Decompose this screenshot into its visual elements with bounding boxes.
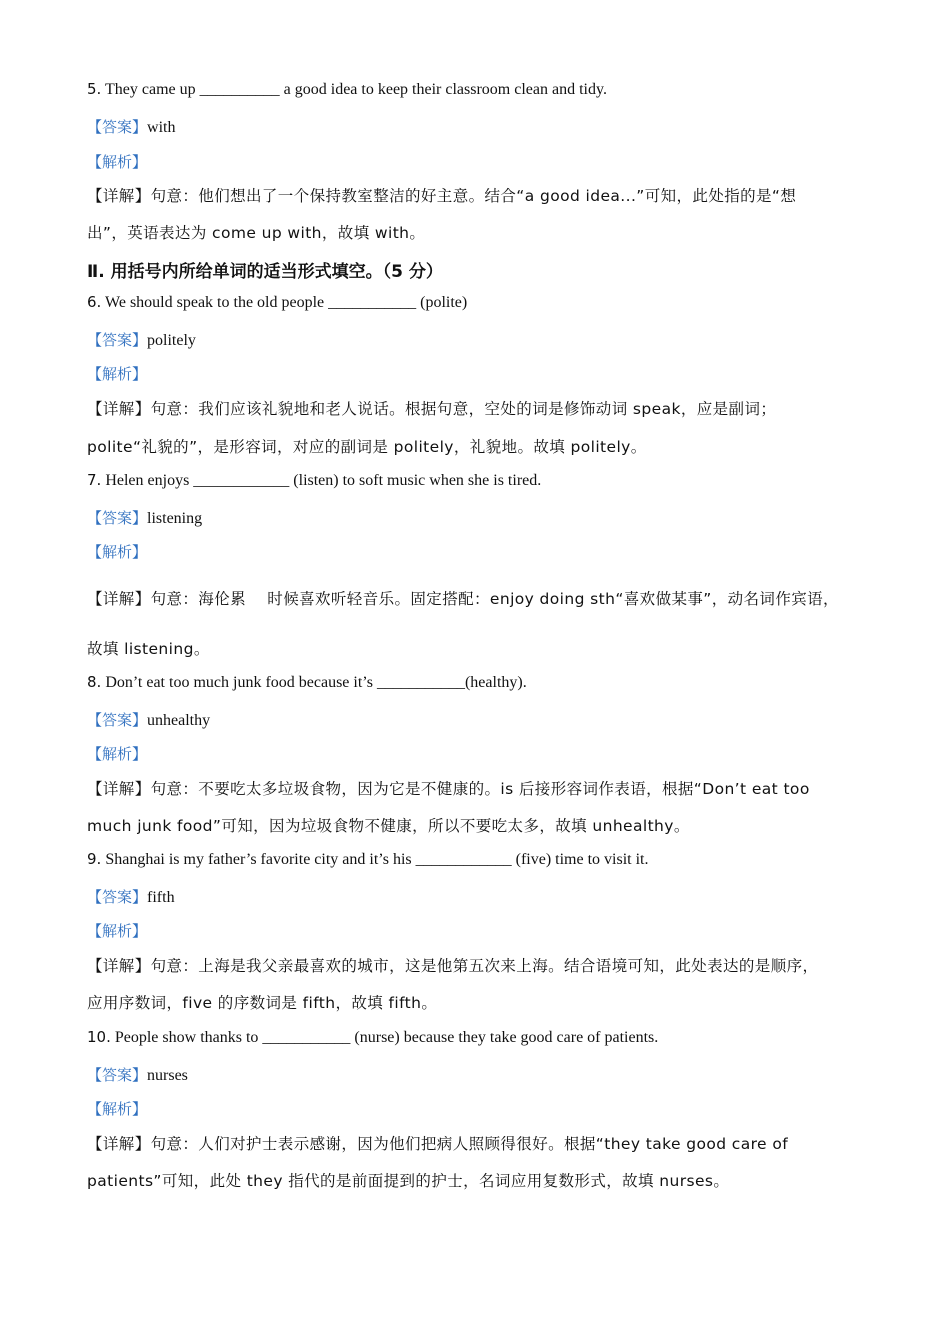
question-text: We should speak to the old people ___________ (polite) — [105, 294, 468, 311]
detail-6-line-1: 【详解】句意：我们应该礼貌地和老人说话。根据句意，空处的词是修饰动词 speak，应是副词； — [87, 400, 777, 418]
analysis-tag: 【解析】 — [87, 1100, 148, 1118]
question-10 — [87, 1028, 658, 1047]
analysis-5 — [87, 151, 147, 172]
answer-7 — [87, 507, 202, 528]
detail-8-line-2: much junk food”可知，因为垃圾食物不健康，所以不要吃太多，故填 unhealthy。 — [87, 817, 690, 835]
question-number: 7. — [87, 471, 102, 489]
question-text: They came up __________ a good idea to keep their classroom clean and tidy. — [105, 81, 607, 98]
answer-9 — [87, 886, 175, 907]
detail-10-line-1: 【详解】句意：人们对护士表示感谢，因为他们把病人照顾得很好。根据“they take good care of — [87, 1135, 789, 1153]
answer-10 — [87, 1064, 188, 1085]
analysis-8 — [87, 743, 147, 764]
answer-tag: 【答案】 — [87, 331, 148, 349]
question-6 — [87, 293, 467, 312]
analysis-tag: 【解析】 — [87, 745, 148, 763]
answer-6 — [87, 329, 196, 350]
answer-8 — [87, 709, 210, 730]
detail-8-line-1: 【详解】句意：不要吃太多垃圾食物，因为它是不健康的。is 后接形容词作表语，根据“Don’t eat too — [87, 780, 810, 798]
answer-tag: 【答案】 — [87, 509, 148, 527]
section-heading: Ⅱ. 用括号内所给单词的适当形式填空。（5 分） — [87, 262, 443, 282]
question-text: Don’t eat too much junk food because it’s ___________(healthy). — [105, 674, 527, 691]
analysis-tag: 【解析】 — [87, 365, 148, 383]
question-number: 10. — [87, 1028, 111, 1046]
detail-10-line-2: patients”可知，此处 they 指代的是前面提到的护士，名词应用复数形式，故填 nurses。 — [87, 1172, 730, 1190]
answer-tag: 【答案】 — [87, 888, 148, 906]
answer-tag: 【答案】 — [87, 711, 148, 729]
detail-5-line-2: 出”，英语表达为 come up with，故填 with。 — [87, 224, 426, 242]
question-text: People show thanks to ___________ (nurse) because they take good care of patients. — [114, 1029, 659, 1046]
analysis-9 — [87, 920, 147, 941]
question-number: 9. — [87, 850, 102, 868]
question-text: Shanghai is my father’s favorite city and it’s his ____________ (five) time to visit it. — [105, 851, 649, 868]
analysis-7 — [87, 541, 147, 562]
detail-6-line-2: polite“礼貌的”，是形容词，对应的副词是 politely，礼貌地。故填 politely。 — [87, 438, 647, 456]
analysis-6 — [87, 363, 147, 384]
question-9 — [87, 850, 649, 869]
question-number: 5. — [87, 80, 102, 98]
answer-tag: 【答案】 — [87, 1066, 148, 1084]
analysis-10 — [87, 1098, 147, 1119]
question-8 — [87, 673, 527, 692]
question-number: 6. — [87, 293, 102, 311]
analysis-tag: 【解析】 — [87, 543, 148, 561]
answer-tag: 【答案】 — [87, 118, 148, 136]
detail-9-line-1: 【详解】句意：上海是我父亲最喜欢的城市，这是他第五次来上海。结合语境可知，此处表达的是顺序， — [87, 957, 819, 975]
answer-value: politely — [147, 332, 196, 349]
detail-9-line-2: 应用序数词，five 的序数词是 fifth，故填 fifth。 — [87, 994, 438, 1012]
detail-7-line-2: 故填 listening。 — [87, 640, 210, 658]
detail-5-line-1: 【详解】句意：他们想出了一个保持教室整洁的好主意。结合“a good idea...”可知，此处指的是“想 — [87, 187, 797, 205]
question-7 — [87, 471, 541, 490]
analysis-tag: 【解析】 — [87, 153, 148, 171]
answer-value: fifth — [147, 889, 175, 906]
answer-value: listening — [147, 510, 203, 527]
detail-7-line-1: 【详解】句意：海伦累 时候喜欢听轻音乐。固定搭配：enjoy doing sth“喜欢做某事”，动名词作宾语， — [87, 590, 839, 608]
question-text: Helen enjoys ____________ (listen) to soft music when she is tired. — [105, 472, 542, 489]
answer-value: with — [147, 119, 176, 136]
answer-value: unhealthy — [147, 712, 211, 729]
answer-value: nurses — [147, 1067, 188, 1084]
answer-5 — [87, 116, 175, 137]
question-5 — [87, 80, 607, 99]
question-number: 8. — [87, 673, 102, 691]
analysis-tag: 【解析】 — [87, 922, 148, 940]
